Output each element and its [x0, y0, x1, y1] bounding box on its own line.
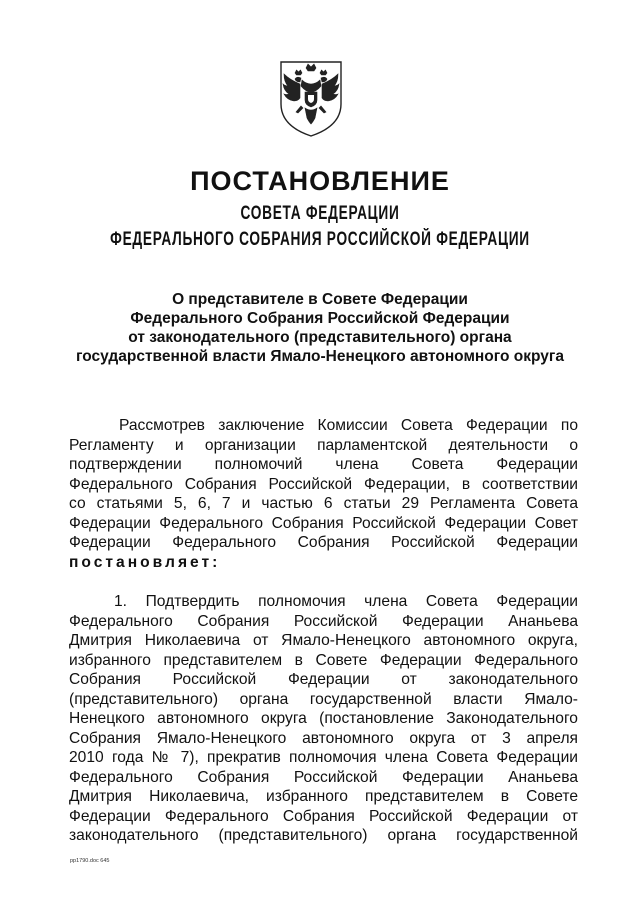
resolves-word: постановляет:	[69, 553, 221, 571]
document-type-title: ПОСТАНОВЛЕНИЕ	[190, 166, 450, 196]
item-line: Дмитрия Николаевича от Ямало-Ненецкого автономного округа,	[69, 632, 578, 649]
item-line: Ненецкого автономного округа (постановление Законодательного	[69, 710, 578, 727]
item-line: Собрания Российской Федерации от законодательного	[69, 671, 578, 688]
item-line: 1. Подтвердить полномочия члена Совета Федерации	[114, 593, 578, 610]
item-1-paragraph	[69, 592, 578, 846]
preamble-paragraph	[69, 416, 578, 572]
item-line: Собрания Ямало-Ненецкого автономного округа от 3 апреля	[69, 729, 578, 747]
preamble-line: подтверждении полномочий члена Совета Федерации	[69, 456, 578, 473]
document-heading	[40, 290, 600, 366]
preamble-line: Рассмотрев заключение Комиссии Совета Федерации по	[119, 417, 578, 434]
issuing-assembly-title: ФЕДЕРАЛЬНОГО СОБРАНИЯ РОССИЙСКОЙ ФЕДЕРАЦИИ	[110, 229, 530, 250]
preamble-line: Регламенту и организации парламентской деятельности о	[69, 436, 578, 454]
document-body	[69, 416, 578, 846]
item-line: (представительного) органа государственной власти Ямало-	[69, 690, 578, 708]
coat-of-arms-icon	[275, 56, 347, 138]
heading-line: государственной власти Ямало-Ненецкого автономного округа	[76, 348, 564, 365]
preamble-line: Федерации Федерального Собрания Российской Федерации Совет	[69, 514, 578, 532]
item-line: избранного представителем в Совете Федерации Федерального	[69, 651, 578, 669]
item-line: Федерального Собрания Российской Федерации Ананьева	[69, 768, 578, 786]
file-reference-footer: pp1790.doc 645	[70, 858, 110, 864]
preamble-line: со статьями 5, 6, 7 и частью 6 статьи 29 Регламента Совета	[69, 495, 578, 512]
item-line: Федерального Собрания Российской Федерации Ананьева	[69, 612, 578, 630]
heading-line: Федерального Собрания Российской Федерации	[130, 310, 510, 327]
item-line: Федерации Федерального Собрания Российской Федерации от	[69, 807, 578, 825]
item-line: 2010 года № 7), прекратив полномочия члена Совета Федерации	[69, 749, 578, 766]
item-line: законодательного (представительного) органа государственной	[69, 827, 578, 844]
heading-line: от законодательного (представительного) органа	[128, 329, 512, 346]
item-line: Дмитрия Николаевича, избранного представителем в Совете	[69, 788, 578, 805]
preamble-line: Федерального Собрания Российской Федерации, в соответствии	[69, 475, 578, 493]
preamble-line: Федерации Федерального Собрания Российской Федерации	[69, 534, 578, 551]
heading-line: О представителе в Совете Федерации	[172, 291, 468, 308]
issuing-body-title: СОВЕТА ФЕДЕРАЦИИ	[240, 203, 400, 224]
